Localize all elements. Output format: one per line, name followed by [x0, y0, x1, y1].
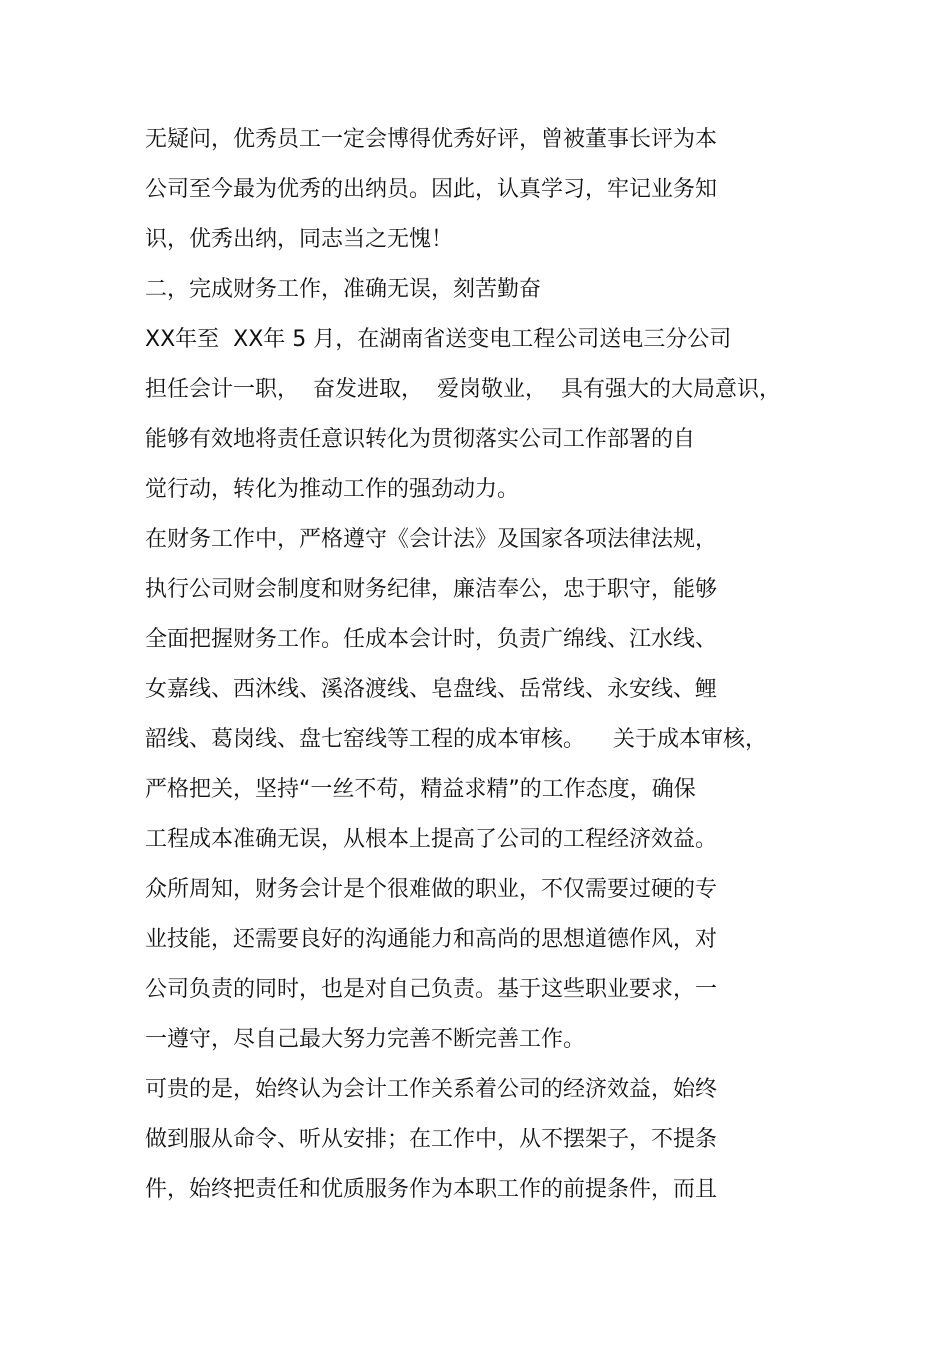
text-line: 做到服从命令、听从安排；在工作中，从不摆架子，不提条: [145, 1127, 718, 1152]
text-line: 全面把握财务工作。任成本会计时，负责广绵线、江水线、: [145, 627, 718, 652]
text-line: 可贵的是，始终认为会计工作关系着公司的经济效益，始终: [145, 1077, 718, 1102]
text-line: XX年至 XX年 5 月，在湖南省送变电工程公司送电三分公司: [145, 327, 732, 352]
text-line: 业技能，还需要良好的沟通能力和高尚的思想道德作风，对: [145, 927, 718, 952]
text-line: 能够有效地将责任意识转化为贯彻落实公司工作部署的自: [145, 427, 696, 452]
text-line: 一遵守，尽自己最大努力完善不断完善工作。: [145, 1027, 586, 1052]
text-line: 众所周知，财务会计是个很难做的职业，不仅需要过硬的专: [145, 877, 718, 902]
text-line: 韶线、葛岗线、盘七窑线等工程的成本审核。 关于成本审核，: [145, 727, 767, 752]
text-line: 女嘉线、西沐线、溪洛渡线、皂盘线、岳常线、永安线、鲤: [145, 677, 718, 702]
text-line: 无疑问，优秀员工一定会博得优秀好评，曾被董事长评为本: [145, 127, 718, 152]
text-line: 工程成本准确无误，从根本上提高了公司的工程经济效益。: [145, 827, 718, 852]
text-line: 觉行动，转化为推动工作的强劲动力。: [145, 477, 520, 502]
text-line: 严格把关，坚持“一丝不苟，精益求精”的工作态度，确保: [145, 777, 696, 802]
text-line: 识，优秀出纳，同志当之无愧！: [145, 227, 454, 252]
text-line: 在财务工作中，严格遵守《会计法》及国家各项法律法规，: [145, 527, 718, 552]
text-line: 公司负责的同时，也是对自己负责。基于这些职业要求，一: [145, 977, 718, 1002]
text-line: 担任会计一职， 奋发进取， 爱岗敬业， 具有强大的大局意识，: [145, 377, 781, 402]
text-line: 公司至今最为优秀的出纳员。因此，认真学习，牢记业务知: [145, 177, 718, 202]
text-line: 执行公司财会制度和财务纪律，廉洁奉公，忠于职守，能够: [145, 577, 718, 602]
text-line: 件，始终把责任和优质服务作为本职工作的前提条件，而且: [145, 1177, 718, 1202]
section-heading: 二，完成财务工作，准确无误，刻苦勤奋: [145, 277, 542, 302]
